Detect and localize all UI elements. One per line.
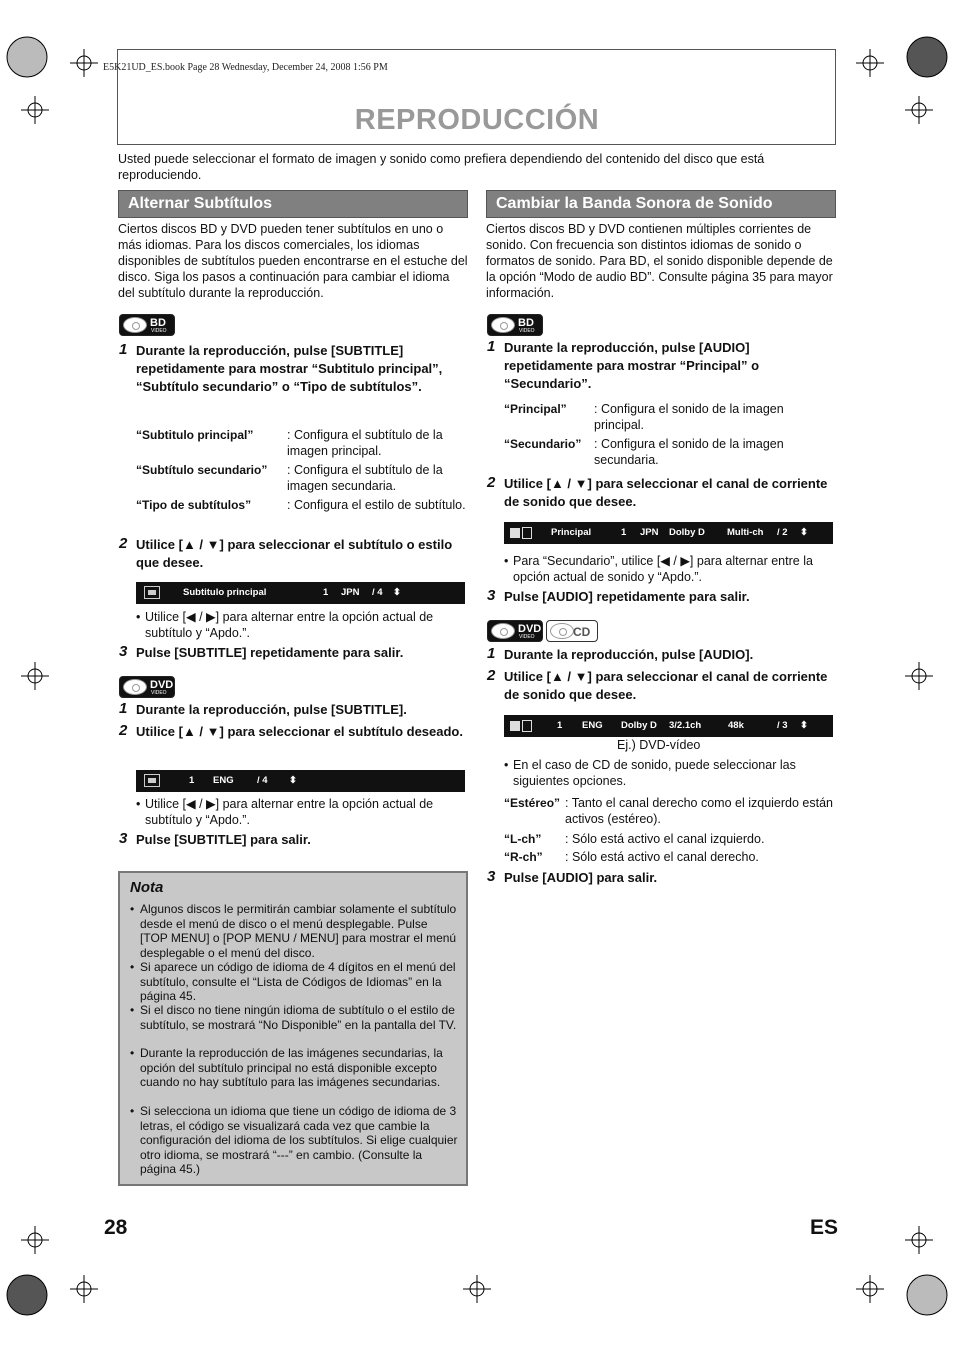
step-number: 3 — [119, 643, 128, 660]
option-desc: : Sólo está activo el canal derecho. — [565, 850, 759, 864]
step-text: Durante la reproducción, pulse [AUDIO] repetidamente para mostrar “Principal” o “Secundario”. — [504, 340, 760, 391]
option-term: “R-ch” — [504, 850, 543, 864]
step-text: Durante la reproducción, pulse [SUBTITLE]. — [136, 702, 407, 717]
step-text: Pulse [SUBTITLE] para salir. — [136, 832, 311, 847]
step-number: 3 — [487, 587, 496, 604]
option-desc: : Configura el estilo de subtítulo. — [287, 498, 466, 512]
up-down-icon: ⬍ — [800, 720, 808, 731]
bullet-text: • Utilice [◀ / ▶] para alternar entre la opción actual de subtítulo y “Apdo.”. — [145, 796, 467, 828]
disc-icon — [491, 317, 515, 333]
option-term: “Subtítulo secundario” — [136, 463, 268, 477]
bullet-text: • Utilice [◀ / ▶] para alternar entre la opción actual de subtítulo y “Apdo.”. — [145, 609, 467, 641]
note-title: Nota — [130, 879, 164, 896]
dvd-video-badge: DVD VIDEO — [119, 676, 175, 698]
note-item: • Si el disco no tiene ningún idioma de subtítulo o el estilo de subtítulo, se mostrará “No Disponible” en la pantalla del TV. — [140, 1003, 458, 1032]
section-heading-subtitles: Alternar Subtítulos — [118, 190, 468, 218]
step-number: 2 — [119, 722, 128, 739]
audio-icon — [510, 720, 532, 732]
option-term: “Estéreo” — [504, 796, 561, 810]
step-number: 1 — [119, 341, 128, 358]
step-number: 2 — [487, 667, 496, 684]
step-text: Pulse [SUBTITLE] repetidamente para salir. — [136, 645, 404, 660]
option-term: “Subtitulo principal” — [136, 428, 254, 442]
up-down-icon: ⬍ — [393, 587, 401, 598]
step-text: Utilice [▲ / ▼] para seleccionar el subtítulo o estilo que desee. — [136, 537, 453, 570]
step-text: Durante la reproducción, pulse [AUDIO]. — [504, 647, 754, 662]
up-down-icon: ⬍ — [800, 527, 808, 538]
step-number: 2 — [487, 474, 496, 491]
step-number: 3 — [119, 830, 128, 847]
subtitle-icon — [144, 774, 160, 787]
step-text: Utilice [▲ / ▼] para seleccionar el subtítulo deseado. — [136, 724, 463, 739]
disc-icon — [123, 679, 147, 695]
disc-icon — [491, 623, 515, 639]
option-desc: : Configura el sonido de la imagen secundaria. — [594, 437, 784, 467]
file-info-line: E5K21UD_ES.book Page 28 Wednesday, December 24, 2008 1:56 PM — [103, 62, 388, 73]
option-term: “L-ch” — [504, 832, 542, 846]
audio-intro: Ciertos discos BD y DVD contienen múltiples corrientes de sonido. Con frecuencia son distintos idiomas de sonido o formatos de sonido. Para BD, el sonido disponible depende de la opción “Modo de audio BD”. Consulte página 35 para mayor información. — [486, 222, 833, 300]
step-number: 3 — [487, 868, 496, 885]
osd-dvd-subtitle-bar: 1 ENG / 4 ⬍ — [136, 770, 465, 792]
page-title: REPRODUCCIÓN — [354, 104, 600, 136]
intro-text: Usted puede seleccionar el formato de imagen y sonido como prefiera dependiendo del contenido del disco que está reproduciendo. — [118, 152, 765, 182]
osd-subtitle-bar: Subtitulo principal 1 JPN / 4 ⬍ — [136, 582, 465, 604]
option-term: “Secundario” — [504, 437, 582, 451]
bd-video-badge: BD VIDEO — [119, 314, 175, 336]
step-text: Durante la reproducción, pulse [SUBTITLE] repetidamente para mostrar “Subtitulo principal”, “Subtítulo secundario” o “Tipo de subtítulos”. — [136, 343, 443, 394]
option-desc: : Tanto el canal derecho como el izquierdo están activos (estéreo). — [565, 796, 833, 826]
option-desc: : Sólo está activo el canal izquierdo. — [565, 832, 765, 846]
osd-audio-bar: Principal 1 JPN Dolby D Multi-ch / 2 ⬍ — [504, 522, 833, 544]
option-term: “Tipo de subtítulos” — [136, 498, 252, 512]
subtitles-intro: Ciertos discos BD y DVD pueden tener subtítulos en uno o más idiomas. Para los discos comerciales, los idiomas disponibles de subtítulos pueden encontrarse en el estuche del disco. Siga los pasos a continuación para cambiar el idioma del subtítulo durante la reproducción. — [118, 222, 468, 300]
language-code: ES — [810, 1216, 839, 1239]
note-item: • Si selecciona un idioma que tiene un código de idioma de 3 letras, el código se visualizará cada vez que cambie la configuración del idioma de los subtítulos. Si elige cualquier otro idioma, se mostrará “---” en cambio. (Consulte la página 45.) — [140, 1104, 458, 1177]
note-item: • Algunos discos le permitirán cambiar solamente el subtítulo desde el menú de disco o el menú desplegable. Pulse [TOP MENU] o [POP MENU / MENU] para mostrar el menú desplegable o el menú del disco. — [140, 902, 458, 960]
dvd-video-badge: DVD VIDEO — [487, 620, 543, 642]
subtitle-icon — [144, 586, 160, 599]
note-item: • Si aparece un código de idioma de 4 dígitos en el menú del subtítulo, consulte el “Lista de Códigos de Idiomas” en la página 45. — [140, 960, 458, 1004]
option-desc: : Configura el subtítulo de la imagen secundaria. — [287, 463, 443, 493]
option-desc: : Configura el subtítulo de la imagen principal. — [287, 428, 443, 458]
up-down-icon: ⬍ — [289, 775, 297, 786]
step-number: 1 — [119, 700, 128, 717]
disc-icon — [123, 317, 147, 333]
step-text: Pulse [AUDIO] para salir. — [504, 870, 658, 885]
note-box — [118, 871, 468, 1186]
bullet-text: • Para “Secundario”, utilice [◀ / ▶] para alternar entre la opción actual de sonido y “Apdo.”. — [513, 553, 835, 585]
section-heading-audio: Cambiar la Banda Sonora de Sonido — [486, 190, 836, 218]
audio-icon — [510, 527, 532, 539]
step-text: Pulse [AUDIO] repetidamente para salir. — [504, 589, 750, 604]
disc-icon — [550, 623, 574, 639]
step-number: 1 — [487, 645, 496, 662]
step-text: Utilice [▲ / ▼] para seleccionar el canal de corriente de sonido que desee. — [504, 476, 828, 509]
note-item: • Durante la reproducción de las imágenes secundarias, la opción del subtítulo principal no está disponible excepto cuando no hay subtítulo para las imágenes secundarias. — [140, 1046, 458, 1090]
osd-dvd-audio-bar: 1 ENG Dolby D 3/2.1ch 48k / 3 ⬍ — [504, 715, 833, 737]
bullet-text: • En el caso de CD de sonido, puede seleccionar las siguientes opciones. — [513, 757, 835, 789]
step-number: 1 — [487, 338, 496, 355]
option-desc: : Configura el sonido de la imagen principal. — [594, 402, 784, 432]
cd-badge: CD — [546, 620, 598, 642]
osd-caption: Ej.) DVD-vídeo — [617, 738, 701, 752]
bd-video-badge: BD VIDEO — [487, 314, 543, 336]
step-text: Utilice [▲ / ▼] para seleccionar el canal de corriente de sonido que desee. — [504, 669, 828, 702]
step-number: 2 — [119, 535, 128, 552]
option-term: “Principal” — [504, 402, 567, 416]
page-number: 28 — [104, 1216, 128, 1239]
